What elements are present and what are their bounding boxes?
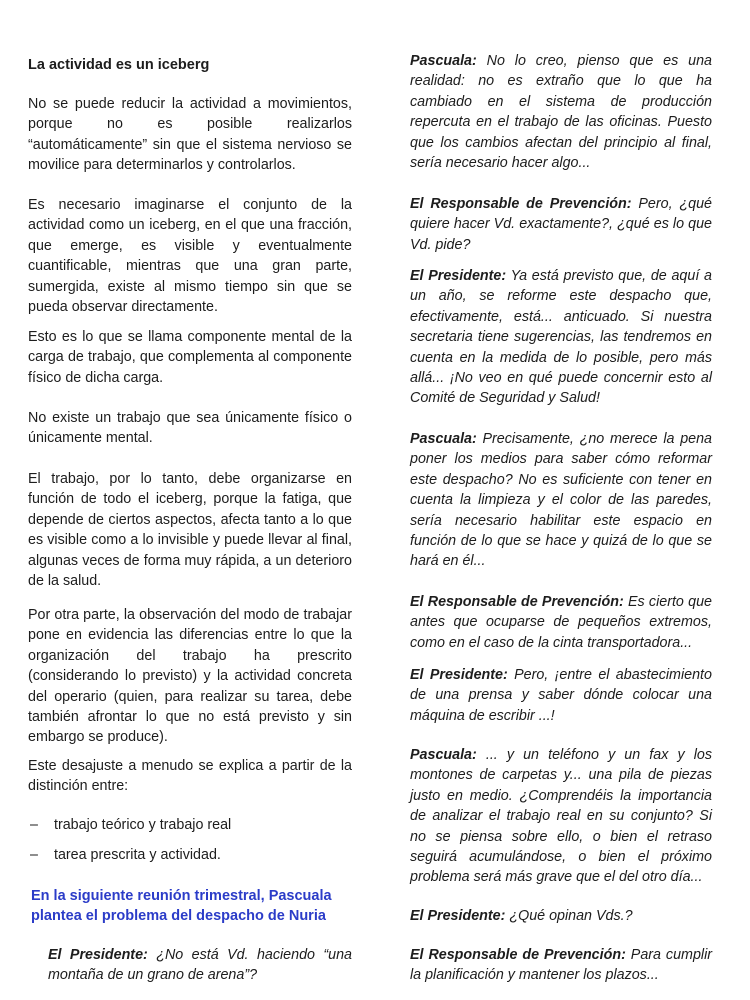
speaker-label: El Presidente: <box>48 947 148 963</box>
dialogue-line <box>410 665 712 726</box>
paragraph-3: Esto es lo que se llama componente mental de la carga de trabajo, que complementa al componente físico de dicha carga. <box>28 329 352 386</box>
dialogue-line <box>410 945 712 986</box>
speaker-label: El Presidente: <box>410 667 508 683</box>
dash-bullet: – <box>30 817 38 833</box>
dialogue-line <box>410 51 712 173</box>
dialogue-line <box>410 906 712 926</box>
paragraph-2: Es necesario imaginarse el conjunto de la actividad como un iceberg, en el que una fracción, que emerge, es visible y eventualmente cuantificable, mientras que una gran parte, sumergida, existe al mismo tiempo sin que se pueda observar directamente. <box>28 197 352 316</box>
list-item-text: tarea prescrita y actividad. <box>54 847 221 863</box>
speaker-label: El Presidente: <box>410 908 506 924</box>
dialogue-line <box>410 745 712 888</box>
dash-bullet: – <box>30 847 38 863</box>
speaker-label: El Responsable de Prevención: <box>410 196 632 212</box>
dialogue-line <box>410 592 712 653</box>
dialogue-text: No lo creo, pienso que es una realidad: no es extraño que lo que ha cambiado en el sistema de producción repercuta en el trabajo de las oficinas. Puesto que los cambios afectan del principio al final, sería necesario hacer algo... <box>410 53 712 172</box>
speaker-label: Pascuala: <box>410 53 477 69</box>
dialogue-line <box>28 945 352 986</box>
speaker-label: El Responsable de Prevención: <box>410 947 626 963</box>
paragraph-7: Este desajuste a menudo se explica a partir de la distinción entre: <box>28 758 352 795</box>
dialogue-line <box>410 194 712 255</box>
dialogue-text: Ya está previsto que, de aquí a un año, se reforme este despacho que, efectivamente, está... anticuado. Si nuestra secretaria tiene sugerencias, las tendremos en cuenta en la medida de lo posible, pero más allá... ¡No veo en qué puede concernir esto al Comité de Seguridad y Salud! <box>410 268 712 407</box>
paragraph-4: No existe un trabajo que sea únicamente físico o únicamente mental. <box>28 410 352 447</box>
dialogue-text: ... y un teléfono y un fax y los montones de carpetas y... una pila de piezas justo en medio. ¿Comprendéis la importancia de analizar el trabajo real en su conjunto? Si no se piensa sobre ello, o bien el retraso seguirá acumulándose, o bien el próximo problema será más grave que el del otro día... <box>410 747 712 886</box>
dialogue-text: Pero, ¡entre el abastecimiento de una prensa y saber dónde colocar una máquina de escribir ...! <box>410 667 712 724</box>
dialogue-line <box>410 429 712 572</box>
speaker-label: Pascuala: <box>410 747 477 763</box>
scene-heading: En la siguiente reunión trimestral, Pascuala plantea el problema del despacho de Nuria <box>31 888 332 925</box>
dialogue-line <box>410 266 712 409</box>
paragraph-6: Por otra parte, la observación del modo de trabajar pone en evidencia las diferencias entre lo que la organización del trabajo ha prescrito (considerando lo previsto) y la actividad concreta del operario (quien, para realizar su tarea, debe también afrontar lo que no está previsto y sin embargo se produce). <box>28 607 352 746</box>
speaker-label: El Presidente: <box>410 268 507 284</box>
dialogue-text: Pero, ¿qué quiere hacer Vd. exactamente?, ¿qué es lo que Vd. pide? <box>410 196 712 253</box>
paragraph-5: El trabajo, por lo tanto, debe organizarse en función de todo el iceberg, porque la fatiga, que depende de ciertos aspectos, afecta tanto a lo que es visible como a lo invisible y puede llevar al final, algunas veces de forma muy rápida, a un deterioro de la salud. <box>28 471 352 590</box>
dialogue-text: ¿No está Vd. haciendo “una montaña de un grano de arena”? <box>48 947 352 984</box>
section-heading: La actividad es un iceberg <box>28 57 210 73</box>
list-item-text: trabajo teórico y trabajo real <box>54 817 232 833</box>
speaker-label: El Responsable de Prevención: <box>410 594 624 610</box>
speaker-label: Pascuala: <box>410 431 477 447</box>
dialogue-text: Es cierto que antes que ocuparse de pequeños extremos, como en el caso de la cinta transportadora... <box>410 594 712 651</box>
paragraph-1: No se puede reducir la actividad a movimientos, porque no es posible realizarlos “automáticamente” sin que el sistema nervioso se movilice para determinarlos y controlarlos. <box>28 96 352 174</box>
dialogue-text: Para cumplir la planificación y mantener los plazos... <box>410 947 713 984</box>
dialogue-text: ¿Qué opinan Vds.? <box>509 908 633 924</box>
dialogue-text: Precisamente, ¿no merece la pena poner los medios para saber cómo reformar este despacho? No es suficiente con tener en cuenta la limpieza y el color de las paredes, sería necesario habilitar este espacio en función de lo que se hace y quizá de lo que se hará en él... <box>410 431 712 570</box>
